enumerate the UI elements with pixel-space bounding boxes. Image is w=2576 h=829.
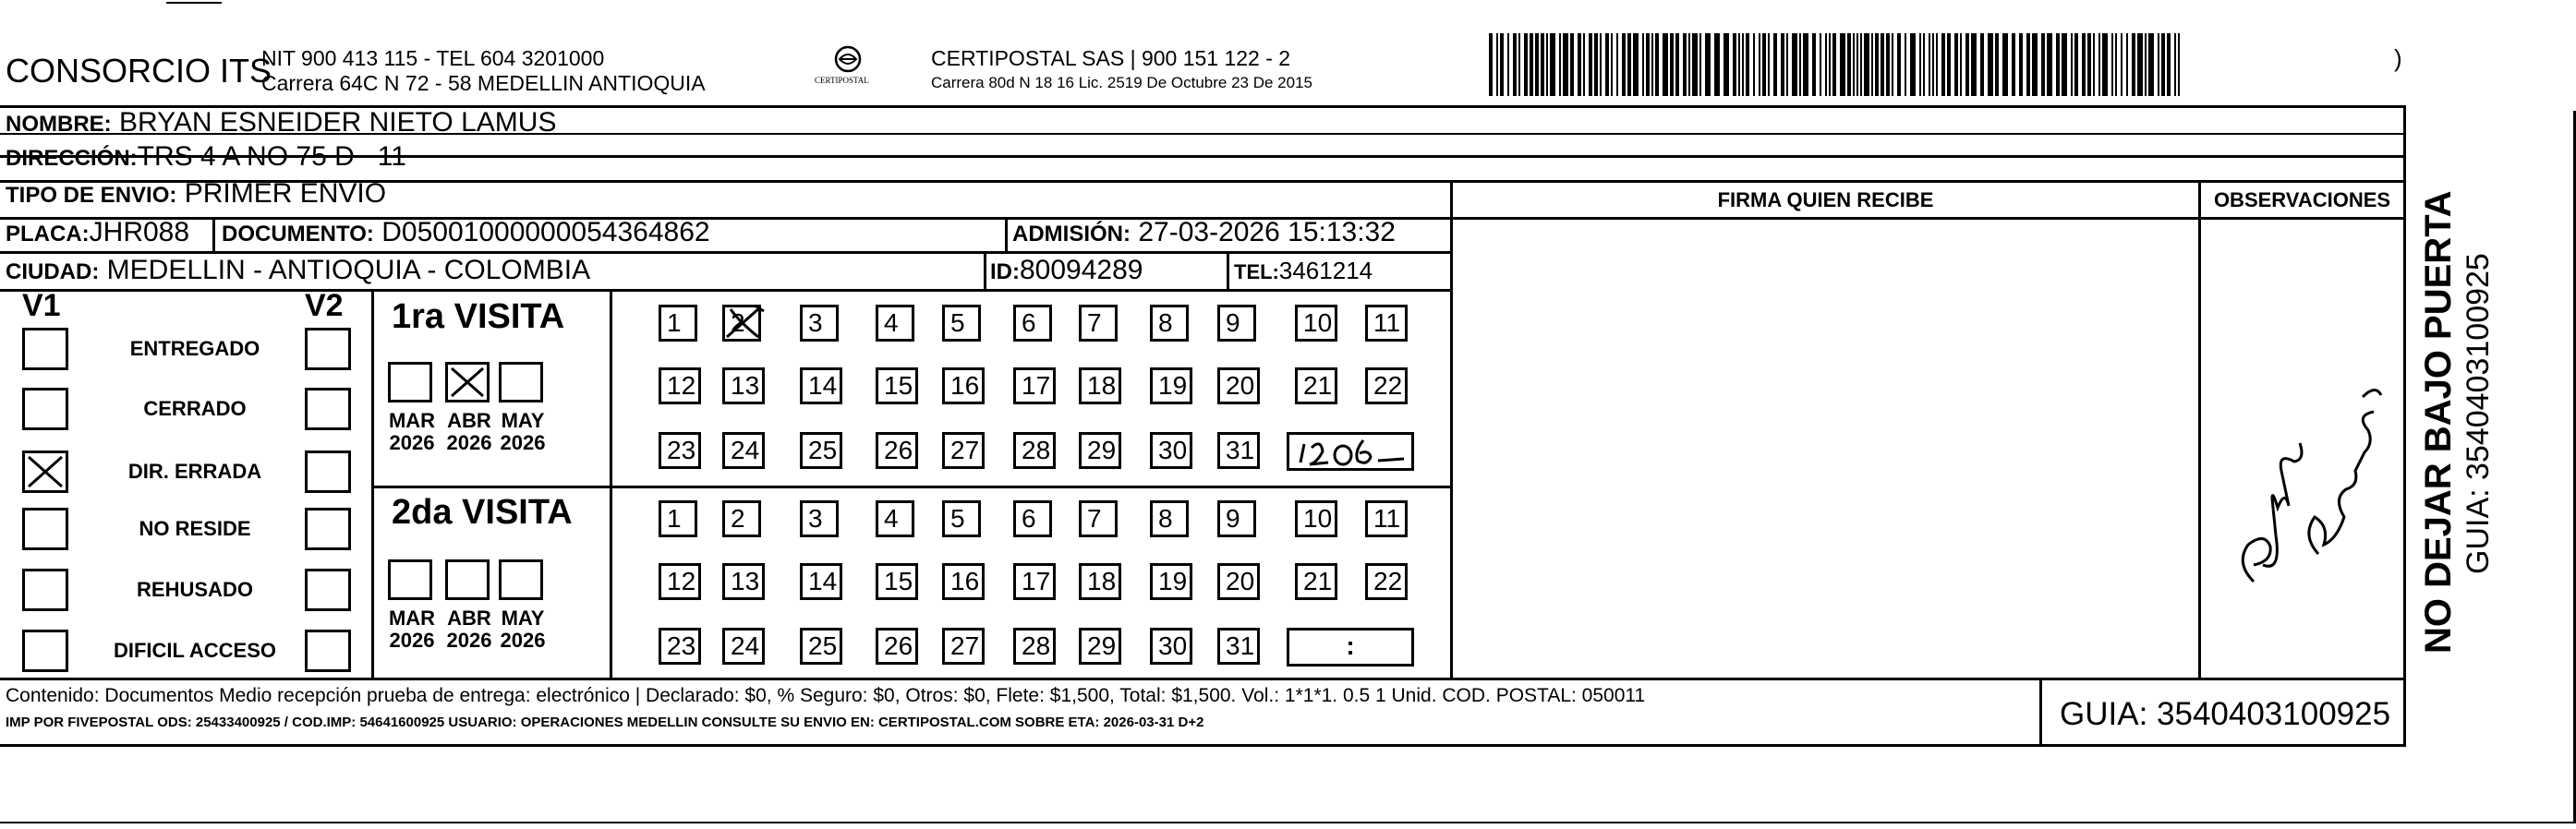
visit1-hour-box: [1287, 432, 1414, 471]
calendar-day[interactable]: 5: [942, 500, 981, 537]
company-nit-tel: NIT 900 413 115 - TEL 604 3201000: [261, 46, 605, 70]
documento-cell: [222, 217, 710, 248]
check-x-icon: [25, 453, 66, 490]
status-v2-checkbox[interactable]: [305, 569, 351, 611]
month-label: MAY: [501, 409, 545, 432]
calendar-day[interactable]: 20: [1217, 367, 1260, 404]
month-year-label: 2026: [389, 629, 435, 652]
certipostal-logo-icon: [809, 42, 887, 98]
calendar-day[interactable]: 15: [876, 367, 918, 404]
calendar-day[interactable]: 11: [1365, 500, 1408, 537]
calendar-day[interactable]: 26: [876, 432, 918, 469]
calendar-day[interactable]: 2: [722, 500, 761, 537]
month-label: MAY: [501, 607, 545, 630]
calendar-day[interactable]: 6: [1013, 500, 1052, 537]
status-v1-checkbox[interactable]: [22, 388, 68, 430]
calendar-day[interactable]: 15: [876, 563, 918, 600]
month-year-label: 2026: [500, 431, 546, 454]
status-v2-checkbox[interactable]: [305, 328, 351, 370]
calendar-day[interactable]: 22: [1365, 367, 1408, 404]
month-checkbox-abr[interactable]: [445, 559, 490, 600]
month-checkbox-mar[interactable]: [388, 559, 432, 600]
tel-label: TEL:: [1234, 260, 1279, 283]
calendar-day[interactable]: 18: [1079, 563, 1121, 600]
observaciones-header: OBSERVACIONES: [2213, 188, 2391, 211]
calendar-day[interactable]: 21: [1295, 563, 1337, 600]
calendar-day[interactable]: 29: [1079, 432, 1121, 469]
month-checkbox-mar[interactable]: [388, 362, 432, 402]
check-x-icon: [448, 365, 487, 400]
calendar-day[interactable]: 30: [1150, 628, 1192, 665]
calendar-day[interactable]: 28: [1013, 628, 1056, 665]
calendar-day[interactable]: 26: [876, 628, 918, 665]
status-label: REHUSADO: [137, 578, 253, 601]
status-label: NO RESIDE: [139, 517, 251, 540]
calendar-day[interactable]: 9: [1217, 305, 1256, 342]
tipo-envio-value: PRIMER ENVIO: [184, 178, 387, 209]
calendar-day[interactable]: 16: [942, 563, 985, 600]
status-v1-checkbox[interactable]: [22, 508, 68, 550]
v1-header: V1: [22, 288, 61, 323]
barcode-icon: [1489, 33, 2180, 96]
status-v1-checkbox[interactable]: [22, 328, 68, 370]
calendar-day[interactable]: 19: [1150, 367, 1192, 404]
calendar-day[interactable]: 31: [1217, 432, 1260, 469]
calendar-day[interactable]: 10: [1295, 305, 1337, 342]
tel-value: 3461214: [1278, 257, 1373, 284]
status-label: DIFICIL ACCESO: [113, 639, 276, 662]
id-value: 80094289: [1020, 255, 1143, 285]
observaciones-handwriting: [2217, 351, 2401, 591]
tipo-envio-label: TIPO DE ENVIO:: [6, 183, 177, 208]
month-label: MAR: [388, 409, 436, 432]
admision-value: 27-03-2026 15:13:32: [1138, 217, 1396, 247]
calendar-day[interactable]: 30: [1150, 432, 1192, 469]
documento-label: DOCUMENTO:: [222, 222, 374, 246]
direccion-row: [6, 141, 406, 173]
calendar-day[interactable]: 18: [1079, 367, 1121, 404]
documento-value: D05001000000054364862: [381, 217, 710, 247]
id-label: ID:: [990, 259, 1020, 284]
status-label: ENTREGADO: [129, 337, 260, 360]
month-year-label: 2026: [500, 629, 546, 652]
calendar-day[interactable]: 13: [722, 367, 765, 404]
month-label: ABR: [447, 409, 491, 432]
calendar-day[interactable]: 21: [1295, 367, 1337, 404]
placa-label: PLACA:: [6, 222, 90, 246]
nombre-row: [6, 107, 556, 138]
month-checkbox-may[interactable]: [499, 362, 543, 402]
visit1-title: 1ra VISITA: [392, 297, 565, 336]
side-guia: GUIA: 3540403100925: [2461, 253, 2496, 574]
calendar-day[interactable]: 25: [800, 628, 842, 665]
nombre-label: NOMBRE:: [6, 112, 112, 137]
calendar-day[interactable]: 9: [1217, 500, 1256, 537]
visit2-hour-box: [1287, 628, 1414, 667]
nombre-value: BRYAN ESNEIDER NIETO LAMUS: [119, 107, 557, 138]
direccion-value: TRS 4 A NO 75 D 11: [137, 141, 406, 172]
footer-contenido: Contenido: Documentos Medio recepción prueba de entrega: electrónico | Declarado: $0, % Seguro: $0, Otros: $0, Flete: $1,500, Total: $1,500. Vol.: 1*1*1. 0.5 1 Unid. COD. POSTAL: 050011: [6, 685, 1646, 706]
status-label: CERRADO: [143, 397, 247, 420]
status-v2-checkbox[interactable]: [305, 508, 351, 550]
placa-cell: [6, 217, 189, 248]
calendar-day[interactable]: 23: [659, 432, 701, 469]
calendar-day[interactable]: 6: [1013, 305, 1052, 342]
status-v1-checkbox[interactable]: [22, 569, 68, 611]
calendar-day[interactable]: 29: [1079, 628, 1121, 665]
month-year-label: 2026: [446, 431, 492, 454]
month-checkbox-may[interactable]: [499, 559, 543, 600]
calendar-day[interactable]: 24: [722, 432, 765, 469]
calendar-day[interactable]: 8: [1150, 500, 1189, 537]
carrier-address: Carrera 80d N 18 16 Lic. 2519 De Octubre 23 De 2015: [931, 74, 1312, 91]
calendar-day[interactable]: 3: [800, 500, 839, 537]
calendar-day[interactable]: 11: [1365, 305, 1408, 342]
month-label: ABR: [447, 607, 491, 630]
calendar-day[interactable]: 14: [800, 563, 842, 600]
calendar-day[interactable]: 7: [1079, 500, 1118, 537]
footer-imp: IMP POR FIVEPOSTAL ODS: 25433400925 / COD.IMP: 54641600925 USUARIO: OPERACIONES MEDELLIN CONSULTE SU ENVIO EN: CERTIPOSTAL.COM SOBRE ETA: 2026-03-31 D+2: [6, 715, 1204, 730]
calendar-day[interactable]: 3: [800, 305, 839, 342]
calendar-day[interactable]: 8: [1150, 305, 1189, 342]
ciudad-label: CIUDAD:: [6, 259, 100, 284]
calendar-day[interactable]: 17: [1013, 367, 1056, 404]
status-label: DIR. ERRADA: [127, 460, 262, 483]
company-name: CONSORCIO ITS: [6, 52, 272, 90]
direccion-label: DIRECCIÓN:: [6, 146, 138, 171]
calendar-day[interactable]: 17: [1013, 563, 1056, 600]
calendar-day[interactable]: 27: [942, 432, 985, 469]
calendar-day[interactable]: 24: [722, 628, 765, 665]
calendar-day[interactable]: 12: [659, 563, 701, 600]
status-v1-checkbox[interactable]: [22, 630, 68, 672]
calendar-day[interactable]: 16: [942, 367, 985, 404]
calendar-day[interactable]: 14: [800, 367, 842, 404]
status-v2-checkbox[interactable]: [305, 451, 351, 493]
calendar-day[interactable]: 25: [800, 432, 842, 469]
calendar-day[interactable]: 5: [942, 305, 981, 342]
calendar-day[interactable]: 4: [876, 500, 914, 537]
calendar-day[interactable]: 10: [1295, 500, 1337, 537]
placa-value: JHR088: [89, 217, 190, 247]
calendar-day[interactable]: 28: [1013, 432, 1056, 469]
v2-header: V2: [305, 288, 344, 323]
month-checkbox-abr[interactable]: [445, 362, 490, 402]
calendar-day[interactable]: 7: [1079, 305, 1118, 342]
visit2-title: 2da VISITA: [392, 493, 573, 532]
carrier-name: CERTIPOSTAL SAS | 900 151 122 - 2: [931, 46, 1291, 70]
ciudad-value: MEDELLIN - ANTIOQUIA - COLOMBIA: [106, 255, 591, 285]
tipo-envio-row: [6, 178, 386, 210]
calendar-day[interactable]: 2: [722, 305, 761, 342]
calendar-day[interactable]: 13: [722, 563, 765, 600]
calendar-day[interactable]: 12: [659, 367, 701, 404]
certipostal-logo-text: CERTIPOSTAL: [815, 76, 869, 85]
calendar-day[interactable]: 19: [1150, 563, 1192, 600]
admision-cell: [1012, 217, 1396, 248]
corner-tick: ): [2394, 44, 2402, 72]
month-label: MAR: [388, 607, 436, 630]
calendar-day[interactable]: 31: [1217, 628, 1260, 665]
id-cell: [990, 255, 1143, 286]
calendar-day[interactable]: 22: [1365, 563, 1408, 600]
visit1-hour-handwriting: [1289, 435, 1413, 470]
calendar-day[interactable]: 4: [876, 305, 914, 342]
calendar-day[interactable]: 1: [659, 500, 697, 537]
month-year-label: 2026: [446, 629, 492, 652]
status-v2-checkbox[interactable]: [305, 630, 351, 672]
certipostal-logo: [809, 42, 887, 98]
handwritten-x-icon: [718, 300, 768, 342]
month-year-label: 2026: [389, 431, 435, 454]
calendar-day[interactable]: 1: [659, 305, 697, 342]
footer-guia: GUIA: 3540403100925: [2060, 696, 2391, 732]
calendar-day[interactable]: 20: [1217, 563, 1260, 600]
tel-cell: [1234, 257, 1373, 285]
company-address: Carrera 64C N 72 - 58 MEDELLIN ANTIOQUIA: [261, 71, 706, 95]
calendar-day[interactable]: 23: [659, 628, 701, 665]
calendar-day[interactable]: 27: [942, 628, 985, 665]
visit2-hour-separator: :: [1346, 631, 1355, 660]
status-v1-checkbox[interactable]: [22, 451, 68, 493]
status-v2-checkbox[interactable]: [305, 388, 351, 430]
admision-label: ADMISIÓN:: [1012, 222, 1131, 246]
firma-header: FIRMA QUIEN RECIBE: [1717, 188, 1934, 211]
side-no-dejar-bajo-puerta: NO DEJAR BAJO PUERTA: [2418, 190, 2459, 654]
ciudad-cell: [6, 255, 590, 286]
